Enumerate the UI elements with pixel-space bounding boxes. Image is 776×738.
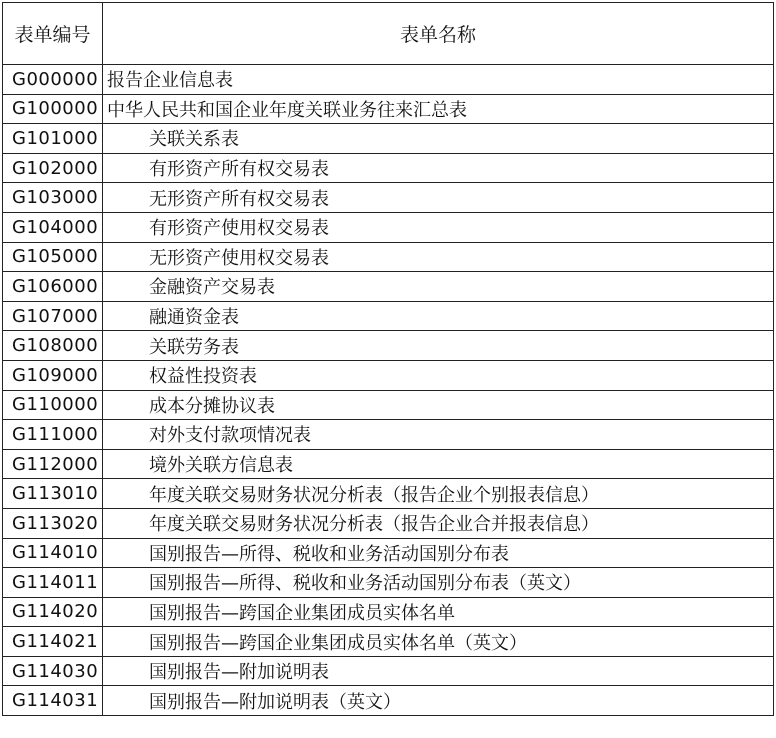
form-code-cell: G100000 [3, 94, 103, 124]
table-row [3, 242, 774, 272]
table-row [3, 124, 774, 154]
form-name-cell: 报告企业信息表 [103, 65, 774, 95]
form-code-cell: G108000 [3, 331, 103, 361]
form-code-cell: G105000 [3, 242, 103, 272]
form-code-cell: G114030 [3, 656, 103, 686]
form-name-cell: 国别报告—所得、税收和业务活动国别分布表（英文） [103, 568, 774, 598]
header-row [3, 3, 774, 65]
table-row [3, 331, 774, 361]
table-row [3, 538, 774, 568]
form-name-cell: 权益性投资表 [103, 360, 774, 390]
form-name-cell: 对外支付款项情况表 [103, 420, 774, 450]
form-code-cell: G102000 [3, 153, 103, 183]
form-code-cell: G103000 [3, 183, 103, 213]
form-code-cell: G110000 [3, 390, 103, 420]
form-name-cell: 无形资产使用权交易表 [103, 242, 774, 272]
form-name-cell: 关联劳务表 [103, 331, 774, 361]
form-name-cell: 境外关联方信息表 [103, 449, 774, 479]
form-code-cell: G111000 [3, 420, 103, 450]
form-name-cell: 国别报告—附加说明表 [103, 656, 774, 686]
form-name-cell: 成本分摊协议表 [103, 390, 774, 420]
table-row [3, 153, 774, 183]
table-row [3, 568, 774, 598]
form-name-cell: 年度关联交易财务状况分析表（报告企业合并报表信息） [103, 508, 774, 538]
form-name-cell: 关联关系表 [103, 124, 774, 154]
form-name-cell: 无形资产所有权交易表 [103, 183, 774, 213]
table-row [3, 183, 774, 213]
form-code-cell: G114021 [3, 627, 103, 657]
header-form-name: 表单名称 [103, 3, 774, 65]
form-code-cell: G114031 [3, 686, 103, 716]
form-code-cell: G113010 [3, 479, 103, 509]
form-name-cell: 国别报告—跨国企业集团成员实体名单 [103, 597, 774, 627]
form-name-cell: 金融资产交易表 [103, 272, 774, 302]
table-row [3, 360, 774, 390]
form-code-cell: G112000 [3, 449, 103, 479]
form-code-cell: G113020 [3, 508, 103, 538]
table-row [3, 449, 774, 479]
header-form-code: 表单编号 [3, 3, 103, 65]
form-name-cell: 有形资产使用权交易表 [103, 212, 774, 242]
table-row [3, 65, 774, 95]
table-row [3, 420, 774, 450]
form-name-cell: 年度关联交易财务状况分析表（报告企业个别报表信息） [103, 479, 774, 509]
table-row [3, 508, 774, 538]
form-name-cell: 国别报告—跨国企业集团成员实体名单（英文） [103, 627, 774, 657]
form-code-cell: G101000 [3, 124, 103, 154]
table-row [3, 94, 774, 124]
table-row [3, 479, 774, 509]
table-row [3, 686, 774, 716]
form-code-cell: G109000 [3, 360, 103, 390]
form-code-cell: G114010 [3, 538, 103, 568]
form-code-cell: G114011 [3, 568, 103, 598]
table-row [3, 597, 774, 627]
table-row [3, 627, 774, 657]
form-code-cell: G104000 [3, 212, 103, 242]
form-list-table [2, 2, 774, 716]
form-code-cell: G107000 [3, 301, 103, 331]
form-name-cell: 国别报告—附加说明表（英文） [103, 686, 774, 716]
form-name-cell: 融通资金表 [103, 301, 774, 331]
form-name-cell: 国别报告—所得、税收和业务活动国别分布表 [103, 538, 774, 568]
table-body [3, 65, 774, 716]
form-name-cell: 中华人民共和国企业年度关联业务往来汇总表 [103, 94, 774, 124]
table-row [3, 212, 774, 242]
form-code-cell: G114020 [3, 597, 103, 627]
table-row [3, 656, 774, 686]
form-code-cell: G106000 [3, 272, 103, 302]
form-name-cell: 有形资产所有权交易表 [103, 153, 774, 183]
table-row [3, 390, 774, 420]
form-code-cell: G000000 [3, 65, 103, 95]
table-row [3, 272, 774, 302]
table-row [3, 301, 774, 331]
